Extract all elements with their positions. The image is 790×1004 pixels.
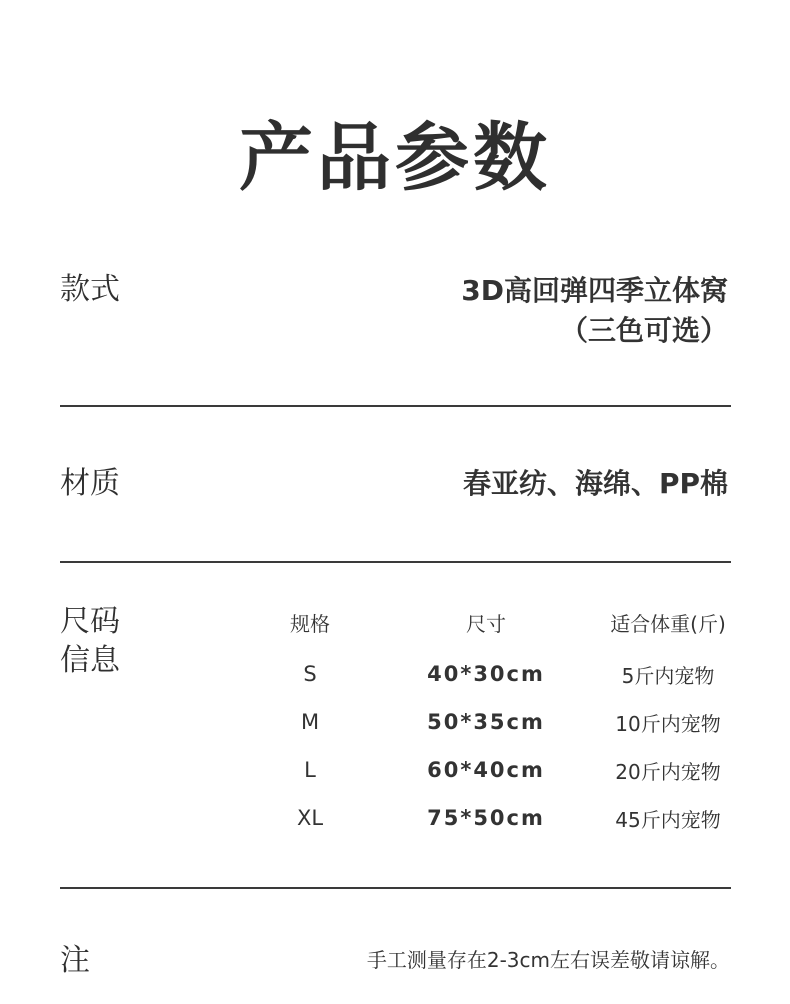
size-table	[240, 602, 760, 842]
note-label: 注	[60, 943, 90, 978]
table-row	[240, 794, 760, 842]
page-title: 产品参数	[239, 115, 551, 201]
row-spec: XL	[296, 806, 324, 830]
row-size: 75*50cm	[427, 806, 545, 830]
divider	[60, 561, 731, 563]
row-size: 40*30cm	[427, 662, 545, 686]
row-weight: 5斤内宠物	[621, 663, 715, 688]
material-label: 材质	[60, 466, 120, 501]
style-value-line1: 3D高回弹四季立体窝	[461, 274, 728, 307]
material-value: 春亚纺、海绵、PP棉	[462, 467, 728, 500]
header-spec: 规格	[290, 611, 330, 636]
size-label-line2: 信息	[60, 643, 120, 678]
style-value-line2: （三色可选）	[559, 314, 728, 347]
table-row	[240, 650, 760, 698]
style-label: 款式	[60, 272, 120, 307]
table-row	[240, 698, 760, 746]
row-size: 50*35cm	[427, 710, 545, 734]
header-size: 尺寸	[466, 611, 506, 636]
divider	[60, 405, 731, 407]
size-table-header	[240, 602, 760, 642]
row-spec: M	[300, 710, 320, 734]
row-spec: L	[304, 758, 316, 782]
table-row	[240, 746, 760, 794]
row-weight: 10斤内宠物	[615, 711, 721, 736]
divider	[60, 887, 731, 889]
note-text: 手工测量存在2-3cm左右误差敬请谅解。	[366, 948, 730, 972]
row-weight: 45斤内宠物	[615, 807, 721, 832]
row-weight: 20斤内宠物	[615, 759, 721, 784]
row-size: 60*40cm	[427, 758, 545, 782]
header-weight: 适合体重(斤)	[610, 611, 726, 636]
size-label-line1: 尺码	[60, 604, 120, 639]
row-spec: S	[303, 662, 317, 686]
